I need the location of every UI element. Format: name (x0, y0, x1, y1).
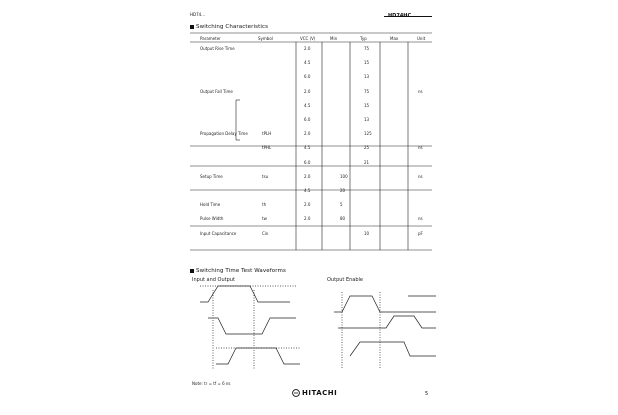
hitachi-mark-icon (292, 389, 300, 397)
table-cell-typ: 75 (364, 46, 370, 51)
table-cell-symbol: Cin (262, 230, 269, 236)
col-parameter: Parameter (200, 36, 221, 41)
table-cell-parameter: Output Fall Time (200, 88, 233, 94)
table-cell-min: 80 (340, 216, 346, 222)
table-cell-vcc: 4.5 (304, 145, 311, 151)
table-cell-vcc: 4.5 (304, 102, 311, 108)
col-min: Min (330, 36, 338, 41)
col-unit: Unit (417, 36, 426, 41)
table-cell-vcc: 2.0 (304, 216, 311, 222)
table-cell-symbol: tsu (262, 173, 269, 179)
section-title: Switching Characteristics (190, 24, 268, 30)
table-cell-parameter: Setup Time (200, 173, 223, 179)
waveform-note: Note: tr = tf = 6 ns (192, 381, 231, 386)
table-cell-unit: pF (418, 230, 423, 236)
table-cell-symbol: th (262, 202, 267, 208)
col-max: Max (390, 36, 399, 41)
table-cell-vcc: 6.0 (304, 74, 311, 80)
col-symbol: Symbol (258, 36, 273, 41)
page-number: 5 (425, 391, 429, 397)
table-cell-vcc: 2.0 (304, 88, 311, 94)
table-cell-parameter: Input Capacitance (200, 230, 237, 236)
table-cell-vcc: 6.0 (304, 117, 311, 122)
table-cell-typ: 75 (364, 88, 370, 94)
table-cell-unit: ns (418, 173, 423, 179)
table-cell-parameter: Hold Time (200, 202, 221, 208)
table-cell-typ: 13 (364, 117, 370, 122)
corner-label: HD74... (190, 12, 205, 17)
waveform-right-title: Output Enable (327, 277, 363, 283)
table-cell-typ: 25 (364, 145, 370, 151)
table-cell-unit: ns (418, 88, 423, 94)
table-cell-vcc: 2.0 (304, 46, 311, 51)
col-vcc: VCC (V) (300, 36, 316, 41)
table-cell-symbol: tPHL (262, 145, 272, 151)
table-cell-vcc: 2.0 (304, 173, 311, 179)
table-cell-typ: 13 (364, 74, 370, 80)
table-cell-symbol: tw (262, 216, 267, 222)
table-cell-vcc: 6.0 (304, 159, 311, 165)
waveform-left-title: Input and Output (192, 277, 235, 283)
col-typ: Typ (360, 36, 367, 41)
table-cell-min: 5 (340, 202, 343, 208)
table-cell-parameter: Propagation Delay Time (200, 131, 248, 137)
table-cell-symbol: tPLH (262, 131, 272, 137)
table-cell-min: 20 (340, 188, 346, 193)
table-cell-parameter: Pulse Width (200, 216, 224, 222)
waveform-section-title: Switching Time Test Waveforms (190, 268, 286, 274)
table-cell-typ: 21 (364, 159, 370, 165)
table-cell-typ: 10 (364, 230, 370, 236)
brand-name: HITACHI (302, 389, 338, 397)
table-cell-typ: 15 (364, 60, 370, 66)
table-cell-typ: 15 (364, 102, 370, 108)
table-cell-unit: ns (418, 145, 423, 151)
table-cell-typ: 125 (364, 131, 372, 137)
hitachi-logo (292, 389, 337, 397)
table-cell-vcc: 4.5 (304, 188, 311, 193)
table-cell-unit: ns (418, 216, 423, 222)
table-cell-min: 100 (340, 173, 348, 179)
table-cell-vcc: 4.5 (304, 60, 311, 66)
table-cell-parameter: Output Rise Time (200, 46, 235, 51)
table-cell-vcc: 2.0 (304, 131, 311, 137)
table-cell-vcc: 2.0 (304, 202, 311, 208)
